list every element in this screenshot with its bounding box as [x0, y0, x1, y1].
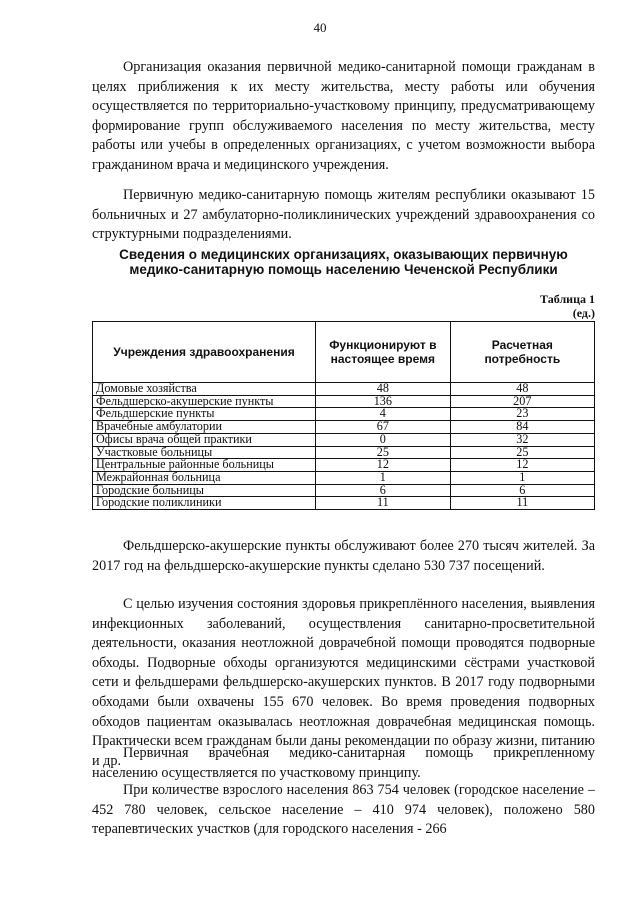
table-header-row: [93, 322, 595, 383]
row-current: 12: [316, 459, 451, 472]
paragraph-fap-service: Фельдшерско-акушерские пункты обслуживают более 270 тысяч жителей. За 2017 год на фельдшерско-акушерские пункты сделано 530 737 посещений.: [92, 538, 595, 574]
row-current: 25: [316, 446, 451, 459]
paragraph-organization: Организация оказания первичной медико-санитарной помощи гражданам в целях приближения к их месту жительства, месту работы или обучения осуществляется по территориально-участковому принципу, предусматривающему формирование групп обслуживаемого населения по месту жительства, месту работы или учебы в определенных организациях, с учетом возможности выбора гражданином врача и медицинского учреждения.: [92, 59, 595, 173]
header-current: Функционируют в настоящее время: [316, 322, 451, 383]
paragraph-adult-population: При количестве взрослого населения 863 754 человек (городское население – 452 780 человек, сельское население – 410 974 человек), положено 580 терапевтических участков (для городского населения - 266: [92, 782, 595, 838]
paragraph-district-principle: Первичная врачебная медико-санитарная помощь прикрепленному населению осуществляется по участковому принципу.: [92, 745, 595, 781]
row-current: 136: [316, 395, 451, 408]
row-current: 67: [316, 421, 451, 434]
row-name: Городские больницы: [93, 484, 316, 497]
medical-organizations-table: [92, 321, 595, 510]
row-current: 6: [316, 484, 451, 497]
row-name: Межрайонная больница: [93, 471, 316, 484]
table-row: [93, 497, 595, 510]
row-name: Фельдшерские пункты: [93, 408, 316, 421]
row-required: 32: [450, 433, 594, 446]
row-required: 25: [450, 446, 594, 459]
row-required: 207: [450, 395, 594, 408]
row-current: 1: [316, 471, 451, 484]
table-number: Таблица 1: [540, 292, 595, 306]
row-name: Офисы врача общей практики: [93, 433, 316, 446]
row-required: 12: [450, 459, 594, 472]
row-name: Домовые хозяйства: [93, 383, 316, 396]
paragraph-primary-care: Первичную медико-санитарную помощь жителям республики оказывают 15 больничных и 27 амбулаторно-поликлинических учреждений здравоохранения со структурными подразделениями.: [92, 187, 595, 243]
row-name: Врачебные амбулатории: [93, 421, 316, 434]
row-current: 4: [316, 408, 451, 421]
row-current: 0: [316, 433, 451, 446]
row-name: Участковые больницы: [93, 446, 316, 459]
row-required: 11: [450, 497, 594, 510]
row-required: 23: [450, 408, 594, 421]
header-required: Расчетная потребность: [450, 322, 594, 383]
row-name: Городские поликлиники: [93, 497, 316, 510]
row-name: Фельдшерско-акушерские пункты: [93, 395, 316, 408]
row-required: 84: [450, 421, 594, 434]
row-current: 48: [316, 383, 451, 396]
row-name: Центральные районные больницы: [93, 459, 316, 472]
page-number: 40: [313, 20, 327, 35]
row-required: 1: [450, 471, 594, 484]
row-required: 6: [450, 484, 594, 497]
paragraph-home-visits: С целью изучения состояния здоровья прикреплённого населения, выявления инфекционных заболеваний, осуществления санитарно-просветительной деятельности, оказания неотложной доврачебной помощи проводятся подворные обходы. Подворные обходы организуются медицинскими сёстрами участковой сети и фельдшерами фельдшерско-акушерских пунктов. В 2017 году подворными обходами были охвачены 155 670 человек. Во время проведения подворных обходов пациентам оказывалась неотложная доврачебная медицинская помощь. Практически всем гражданам были даны рекомендации по образу жизни, питанию и др.: [92, 596, 595, 769]
row-current: 11: [316, 497, 451, 510]
table-title: Сведения о медицинских организациях, оказывающих первичную медико-санитарную помощь населению Чеченской Республики: [119, 247, 568, 277]
row-required: 48: [450, 383, 594, 396]
table-unit: (ед.): [572, 306, 595, 320]
header-institution: Учреждения здравоохранения: [93, 322, 316, 383]
